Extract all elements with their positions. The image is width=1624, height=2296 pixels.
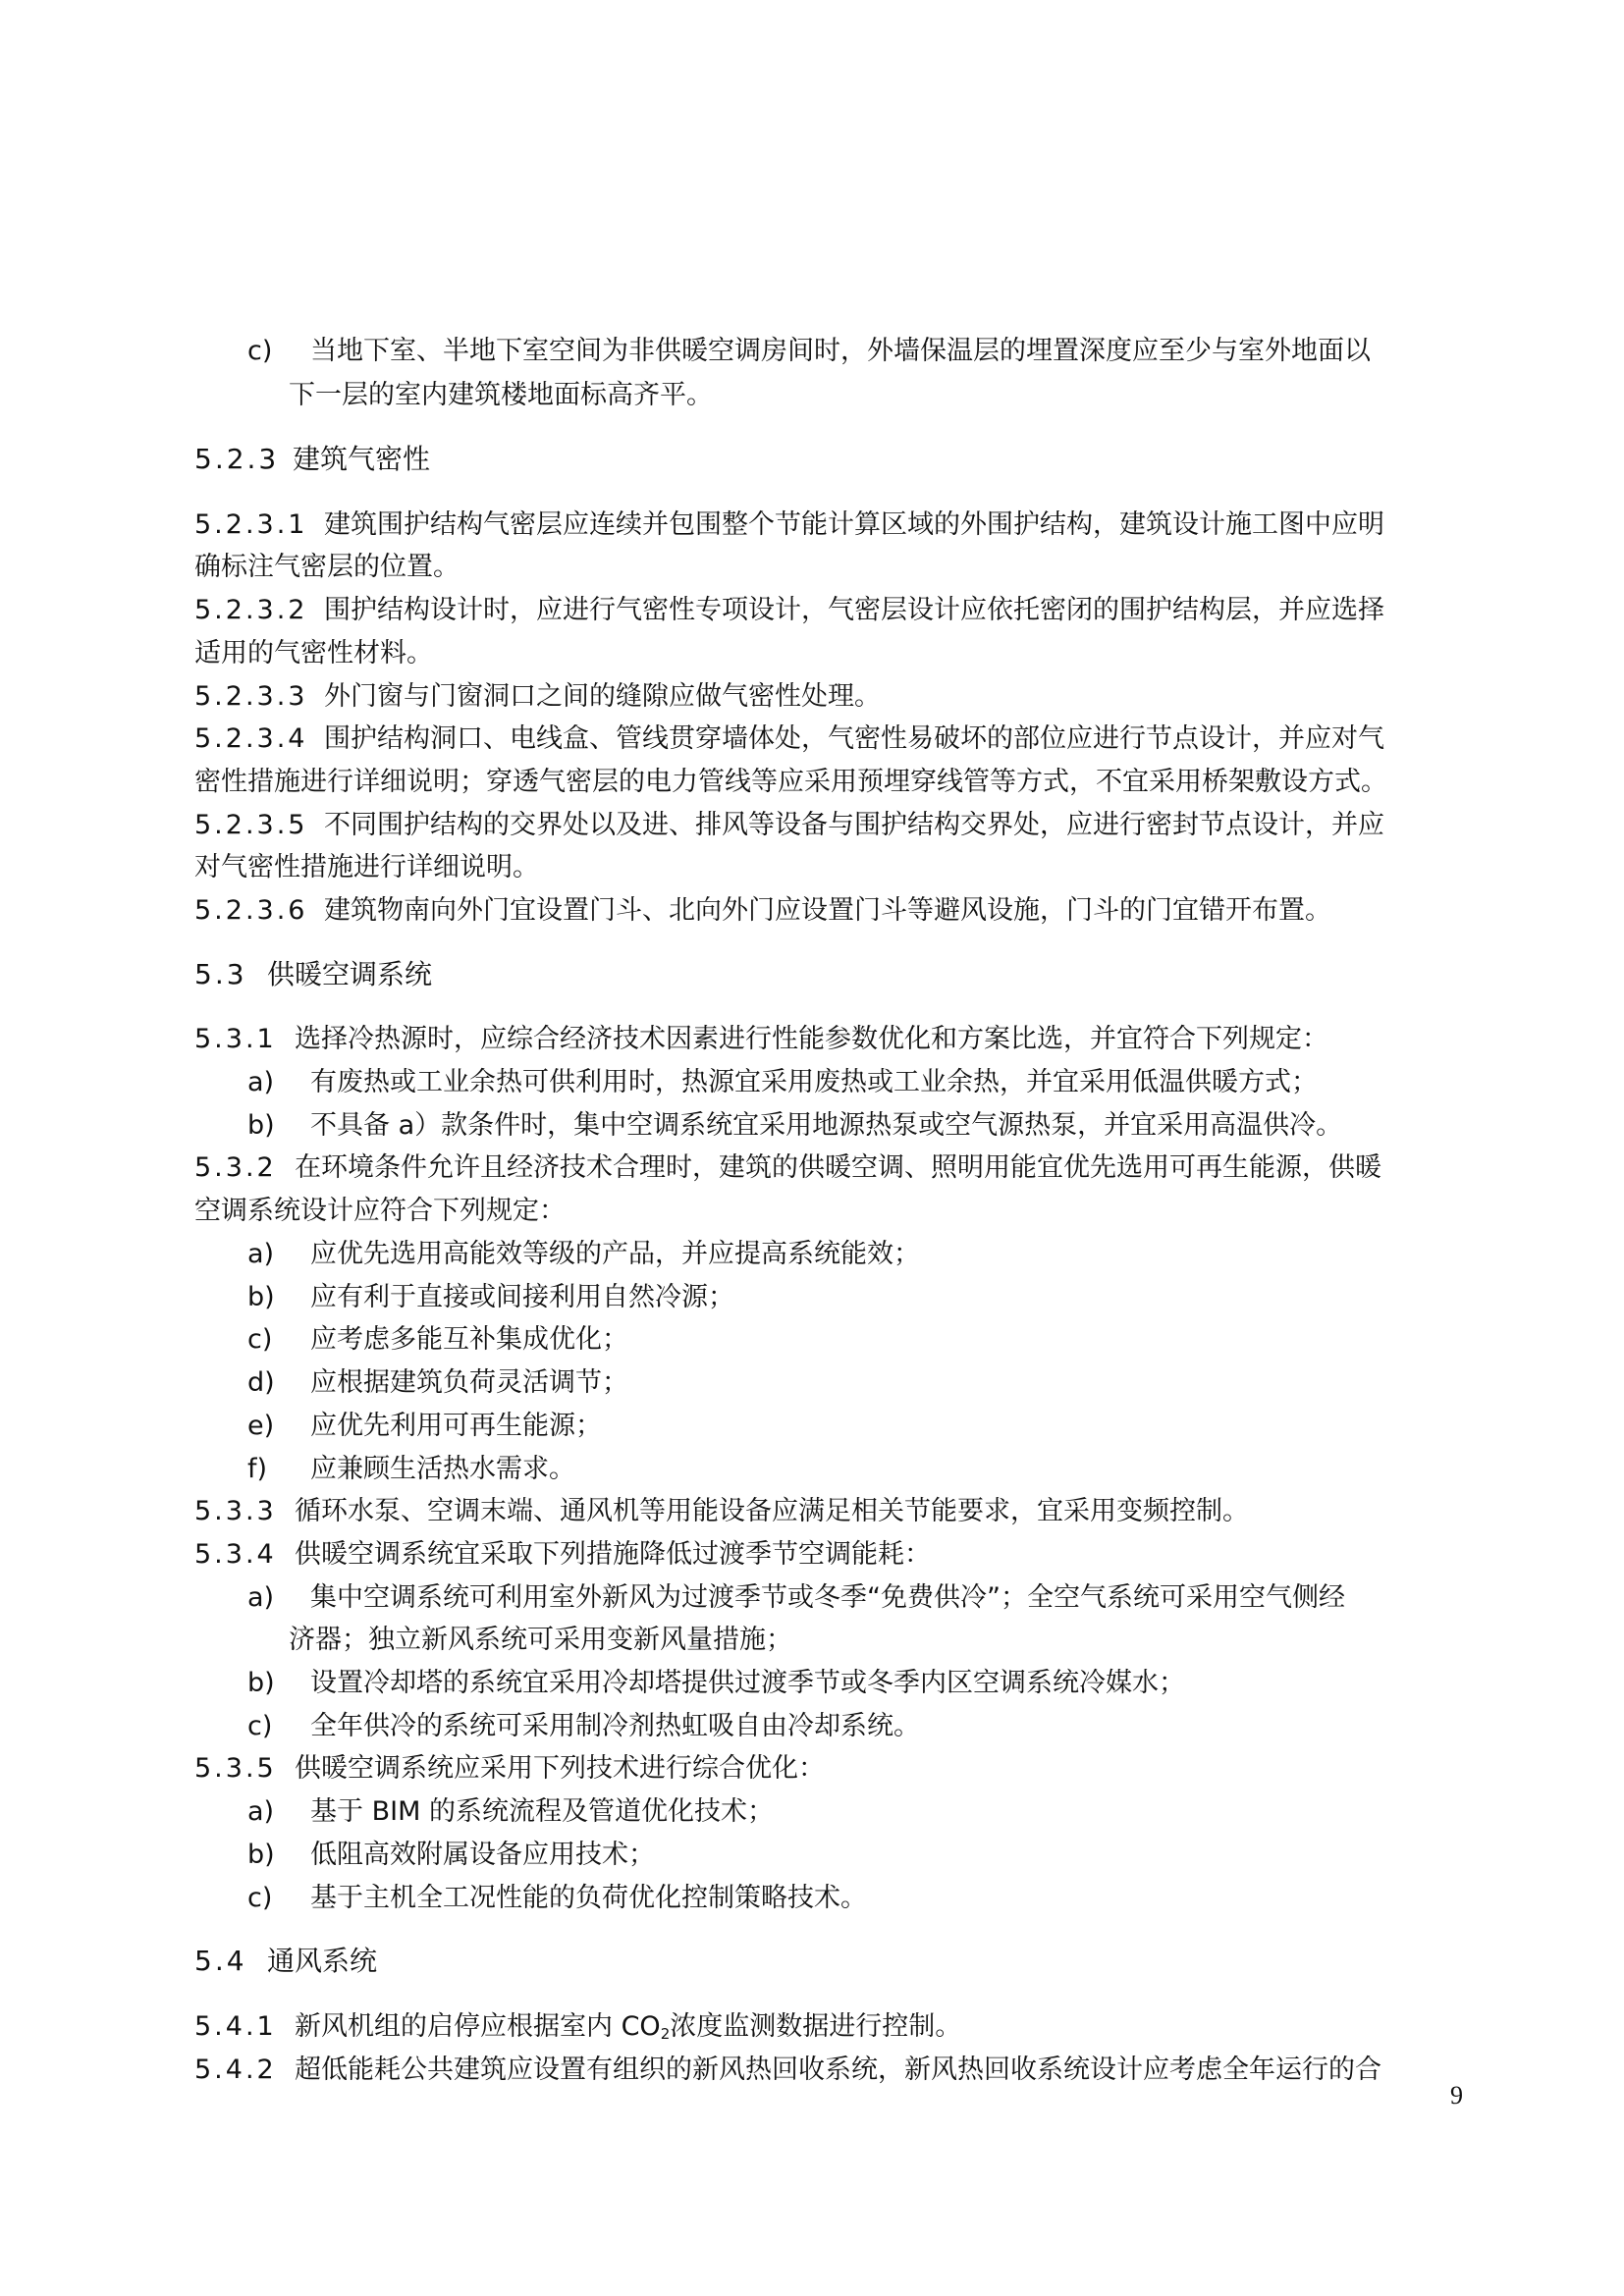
document-page: c) 当地下室、半地下室空间为非供暖空调房间时，外墙保温层的埋置深度应至少与室外地面以 下一层的室内建筑楼地面标高齐平。 5.2.3 建筑气密性 5.2.3.1 建筑围护结构气密层应连续并包围整个节能计算区域的外围护结构，建筑设计施工图中应明 确标注气密层的位置。 5.2.3.2 围护结构设计时，应进行气密性专项设计，气密层设计应依托密闭的围护结构层，并应选择 适用的气密性材料。 5.2.3.3 外门窗与门窗洞口之间的缝隙应做气密性处理。 5.2.3.4 围护结构洞口、电线盒、管线贯穿墙体处，气密性易破坏的部位应进行节点设计，并应对气 密性措施进行详细说明；穿透气密层的电力管线等应采用预埋穿线管等方式，不宜采用桥架敷设方式。 5.2.3.5 不同围护结构的交界处以及进、排风等设备与围护结构交界处，应进行密封节点设计，并应 对气密性措施进行详细说明。 5.2.3.6 建筑物南向外门宜设置门斗、北向外门应设置门斗等避风设施，门斗的门宜错开布置。 5.3 供暖空调系统 5.3.1 选择冷热源时，应综合经济技术因素进行性能参数优化和方案比选，并宜符合下列规定： a) 有废热或工业余热可供利用时，热源宜采用废热或工业余热，并宜采用低温供暖方式； b) 不具备 a）款条件时，集中空调系统宜采用地源热泵或空气源热泵，并宜采用高温供冷。 5.3.2 在环境条件允许且经济技术合理时，建筑的供暖空调、照明用能宜优先选用可再生能源，供暖 空调系统设计应符合下列规定： a) 应优先选用高能效等级的产品，并应提高系统能效； b) 应有利于直接或间接利用自然冷源； c) 应考虑多能互补集成优化； d) 应根据建筑负荷灵活调节； e) 应优先利用可再生能源； f) 应兼顾生活热水需求。 5.3.3 循环水泵、空调末端、通风机等用能设备应满足相关节能要求，宜采用变频控制。 5.3.4 供暖空调系统宜采取下列措施降低过渡季节空调能耗： a) 集中空调系统可利用室外新风为过渡季节或冬季“免费供冷”；全空气系统可采用空气侧经 济器；独立新风系统可采用变新风量措施； b) 设置冷却塔的系统宜采用冷却塔提供过渡季节或冬季内区空调系统冷媒水； c) 全年供冷的系统可采用制冷剂热虹吸自由冷却系统。 5.3.5 供暖空调系统应采用下列技术进行综合优化： a) 基于 BIM 的系统流程及管道优化技术； b) 低阻高效附属设备应用技术； c) 基于主机全工况性能的负荷优化控制策略技术。 5.4 通风系统 5.4.1 新风机组的启停应根据室内 $CO_2$浓度监测数据进行控制。 5.4.2 超低能耗公共建筑应设置有组织的新风热回收系统，新风热回收系统设计应考虑全年运行的合 9 (194, 336, 1463, 2109)
page-number: 9 (1450, 2081, 1463, 2109)
clause-number: 5.3.2 (194, 1152, 277, 1183)
list-marker: a) (247, 1067, 275, 1097)
clause-number: 5.4.2 (194, 2055, 277, 2085)
clause-number: 5.3.5 (194, 1753, 277, 1784)
clause-number: 5.2.3.1 (194, 509, 308, 540)
clause-number: 5.2.3.2 (194, 595, 308, 625)
clause-number: 5.2.3.3 (194, 681, 308, 712)
section-title: 通风系统 (267, 1945, 378, 1977)
list-marker: b) (247, 1110, 275, 1141)
clause-number: 5.3.4 (194, 1539, 277, 1570)
clause-number: 5.3.1 (194, 1024, 277, 1054)
section-title: 建筑气密性 (293, 443, 431, 475)
clause-number: 5.2.3.5 (194, 810, 308, 840)
clause-number: 5.2.3.4 (194, 723, 308, 754)
clause-number: 5.4.1 (194, 2011, 277, 2042)
clause-number: 5.2.3.6 (194, 895, 308, 926)
clause-number: 5.3.3 (194, 1496, 277, 1526)
list-marker: c) (247, 336, 273, 366)
section-title: 供暖空调系统 (267, 958, 433, 990)
section-number: 5.4 (194, 1945, 247, 1977)
list-item-text: 当地下室、半地下室空间为非供暖空调房间时，外墙保温层的埋置深度应至少与室外地面以 (310, 336, 1371, 366)
section-number: 5.3 (194, 958, 247, 990)
section-number: 5.2.3 (194, 443, 280, 475)
